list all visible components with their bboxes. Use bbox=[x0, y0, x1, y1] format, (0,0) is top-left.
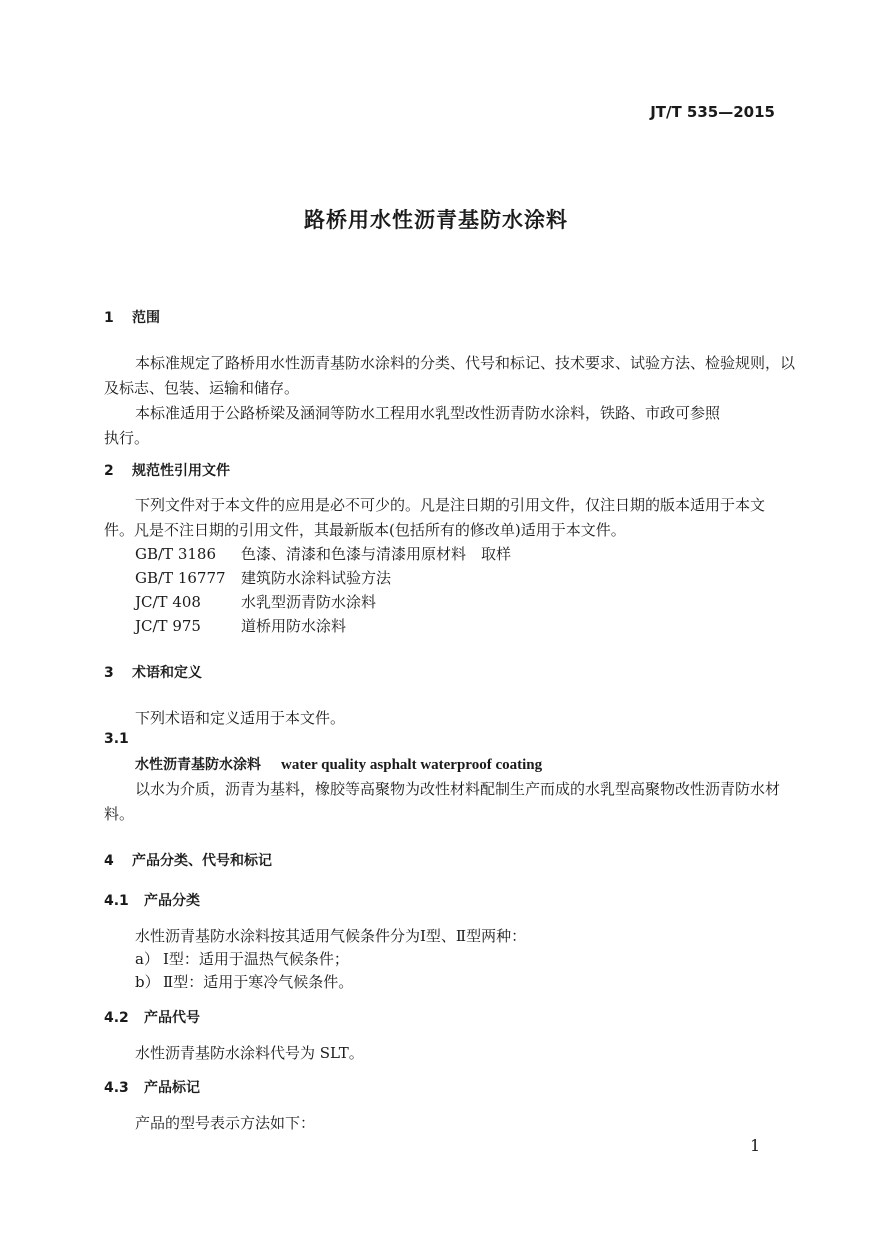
product-marking-text: 产品的型号表示方法如下： bbox=[135, 1114, 316, 1132]
section-title: 范围 bbox=[132, 310, 160, 326]
term-number: 3.1 bbox=[104, 731, 129, 747]
list-item bbox=[135, 948, 349, 969]
section-number: 1 bbox=[104, 310, 114, 326]
reference-code: GB/T 3186 bbox=[135, 545, 217, 563]
subsection-number: 4.3 bbox=[104, 1080, 129, 1096]
reference-code: JC/T 408 bbox=[135, 593, 201, 611]
section-title: 产品分类、代号和标记 bbox=[132, 853, 272, 869]
terms-intro: 下列术语和定义适用于本文件。 bbox=[135, 709, 346, 727]
section-number: 4 bbox=[104, 853, 114, 869]
subsection-heading-4-2 bbox=[104, 1007, 200, 1027]
reference-name: 水乳型沥青防水涂料 bbox=[241, 593, 377, 611]
references-paragraph-line-1: 下列文件对于本文件的应用是必不可少的。凡是注日期的引用文件，仅注日期的版本适用于本文 bbox=[135, 496, 766, 514]
section-heading-4 bbox=[104, 850, 272, 870]
subsection-number: 4.2 bbox=[104, 1010, 129, 1026]
section-number: 3 bbox=[104, 665, 114, 681]
term-english: water quality asphalt waterproof coating bbox=[281, 757, 543, 773]
list-marker: a） bbox=[135, 950, 159, 968]
term-definition-line-1: 以水为介质，沥青为基料，橡胶等高聚物为改性材料配制生产而成的水乳型高聚物改性沥青防水材 bbox=[135, 780, 781, 798]
section-title: 术语和定义 bbox=[132, 665, 202, 681]
scope-paragraph-1-line-2: 及标志、包装、运输和储存。 bbox=[104, 379, 300, 397]
reference-item bbox=[135, 567, 391, 588]
document-code: JT/T 535—2015 bbox=[650, 103, 775, 121]
reference-name: 建筑防水涂料试验方法 bbox=[241, 569, 392, 587]
reference-code: JC/T 975 bbox=[135, 617, 201, 635]
scope-paragraph-2-line-2: 执行。 bbox=[104, 429, 150, 447]
section-title: 规范性引用文件 bbox=[132, 463, 230, 479]
section-heading-1 bbox=[104, 307, 160, 327]
scope-paragraph-2-line-1: 本标准适用于公路桥梁及涵洞等防水工程用水乳型改性沥青防水涂料，铁路、市政可参照 bbox=[135, 404, 721, 422]
section-number: 2 bbox=[104, 463, 114, 479]
reference-name: 道桥用防水涂料 bbox=[241, 617, 347, 635]
subsection-heading-4-1 bbox=[104, 890, 200, 910]
product-code-text: 水性沥青基防水涂料代号为 SLT。 bbox=[135, 1044, 364, 1062]
reference-code: GB/T 16777 bbox=[135, 569, 226, 587]
list-item-text: Ⅰ型：适用于温热气候条件； bbox=[163, 950, 349, 968]
subsection-title: 产品标记 bbox=[144, 1080, 200, 1096]
subsection-number: 4.1 bbox=[104, 893, 129, 909]
section-heading-3 bbox=[104, 662, 202, 682]
section-heading-2 bbox=[104, 460, 230, 480]
reference-item bbox=[135, 591, 376, 612]
list-marker: b） bbox=[135, 973, 160, 991]
list-item-text: Ⅱ型：适用于寒冷气候条件。 bbox=[163, 973, 354, 991]
page-number: 1 bbox=[750, 1136, 761, 1155]
document-title: 路桥用水性沥青基防水涂料 bbox=[304, 208, 568, 232]
reference-item bbox=[135, 615, 346, 636]
term-definition-line-2: 料。 bbox=[104, 805, 135, 823]
references-paragraph-line-2: 件。凡是不注日期的引用文件，其最新版本(包括所有的修改单)适用于本文件。 bbox=[104, 521, 626, 539]
reference-name: 色漆、清漆和色漆与清漆用原材料 取样 bbox=[241, 545, 512, 563]
classification-text: 水性沥青基防水涂料按其适用气候条件分为Ⅰ型、Ⅱ型两种： bbox=[135, 927, 527, 945]
reference-item bbox=[135, 543, 511, 564]
term-entry bbox=[135, 754, 542, 774]
subsection-title: 产品代号 bbox=[144, 1010, 200, 1026]
subsection-heading-4-3 bbox=[104, 1077, 200, 1097]
term-chinese: 水性沥青基防水涂料 bbox=[135, 757, 261, 773]
list-item bbox=[135, 971, 353, 992]
subsection-title: 产品分类 bbox=[144, 893, 200, 909]
scope-paragraph-1-line-1: 本标准规定了路桥用水性沥青基防水涂料的分类、代号和标记、技术要求、试验方法、检验规则，以 bbox=[135, 354, 796, 372]
